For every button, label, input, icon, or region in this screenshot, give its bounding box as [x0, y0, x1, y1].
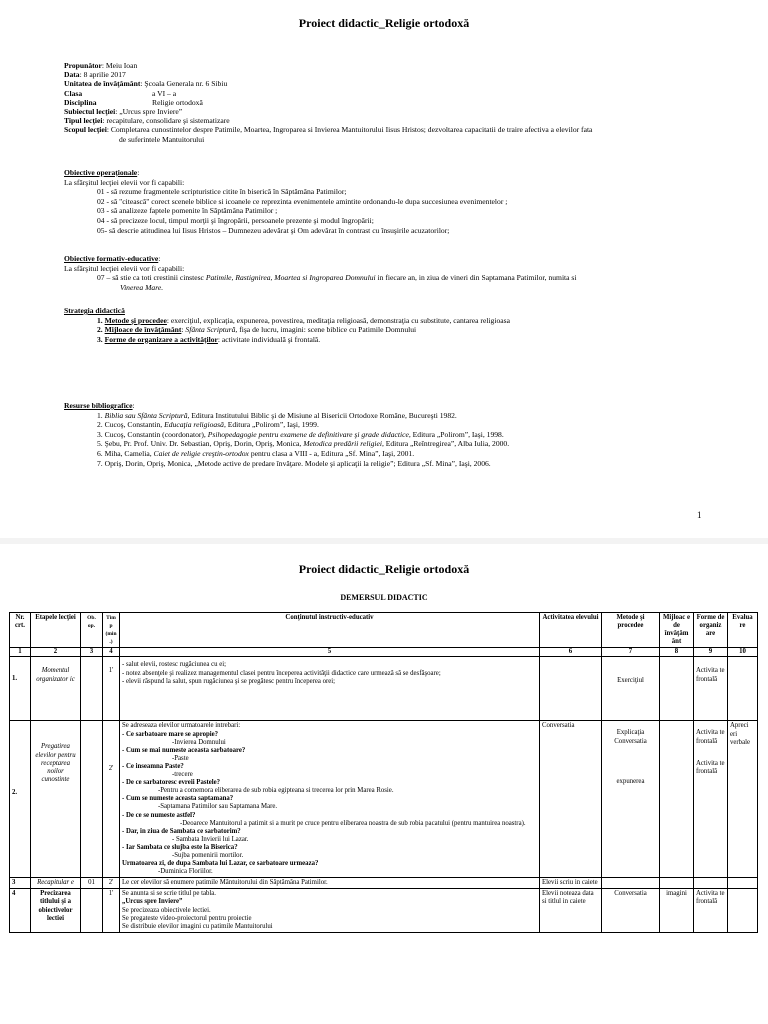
- info-row-purpose: Scopul lecţiei: Completarea cunostintelor despre Patimile, Moartea, Ingroparea si Invierea Mantuitorului Iisus Hristos; dezvoltarea capacitatii de traire afectiva a elevilor fata: [64, 125, 593, 135]
- table-header-row: Nr. crt. Etapele lecţiei Ob. op. Tim p (min .) Conţinutul instructiv-educativ Activitatea elevului Metode şi procedee Mijloac e de învăţăm ânt Forme de organiz are Evalua re: [10, 613, 758, 648]
- section-subtitle: DEMERSUL DIDACTIC: [340, 593, 428, 602]
- operational-objectives: Obiective operaţionale: La sfârşitul lecţiei elevii vor fi capabili: 01 - să rezume fragmentele scripturistice citite în biserică în Săptămâna Patimilor; 02 - să "citească" corect scenele biblice si icoanele ce reprezinta evenimentele amintite ordonandu-le dupa succesiunea evenimentelor ; 03 - să analizeze faptele pomenite în Săptămâna Patimilor ; 04 - să precizeze locul, timpul morţii şi îngropării, persoanele prezente şi modul îngropării; 05- să descrie atitudinea lui Iisus Hristos – Dumnezeu adevărat şi Om adevărat în contrast cu însuşirile acuzatorilor;: [64, 168, 508, 235]
- info-row-purpose-cont: de suferintele Mantuitorului: [119, 134, 205, 144]
- page-title: Proiect didactic_Religie ortodoxă: [298, 16, 470, 30]
- info-row-subject: Subiectul lecţiei: „Urcus spre Inviere”: [64, 107, 183, 117]
- info-row-class: Clasa a VI – a: [64, 88, 177, 98]
- table-number-row: 1 2 3 4 5 6 7 8 9 10: [10, 648, 758, 657]
- info-row-date: Data: 8 aprilie 2017: [64, 70, 126, 80]
- didactic-strategy: Strategia didactică 1. Metode şi procedee: exerciţiul, explicaţia, expunerea, povestirea, meditaţia religioasă, demonstraţia cu substitute, cantarea religioasa 2. Mijloace de învăţământ: Sfânta Scriptură, fişa de lucru, imagini: scene biblice cu Patimile Domnului 3. Forme de organizare a activităţilor: activitate individuală şi frontală.: [64, 306, 510, 344]
- table-row: 4 Precizarea titlului şi a obiectivelor lectiei 1' Se anunta si se scrie titlul pe tabla. „Urcus spre Inviere” Se precizeaza obiectivele lectiei. Se pregateste video-proiectorul pentru proiectie Se distribuie elevilor imagini cu patimile Mantuitorului Elevii noteaza data si titlul in caiete Conversatia imagini Activita te frontală: [10, 889, 758, 932]
- document-page-2: [0, 548, 768, 1024]
- didactic-table: [9, 612, 758, 933]
- page-separator: [0, 538, 768, 544]
- lesson-info: [64, 61, 714, 144]
- page-number: 1: [697, 510, 702, 520]
- info-row-proposer: Propunător: Meiu Ioan: [64, 61, 138, 70]
- info-row-discipline: Disciplina Religie ortodoxă: [64, 97, 203, 107]
- table-row: 2. Pregatirea elevilor pentru receptarea noilor cunostinte 2' Se adreseaza elevilor urmatoarele intrebari: - Ce sarbatoare mare se apropie? -Invierea Domnului - Cum se mai numeste aceasta sarbatoare? -Paste - Ce inseamna Paste? -trecere - De ce sarbatoresc evreii Pastele? -Pentru a comemora eliberarea de sub robia egipteana si trecerea lor prin Marea Rosie. - Cum se numeste aceasta saptamana? -Saptamana Patimilor sau Saptamana Mare. - De ce se numeste astfel? -Deoarece Mantuitorul a patimit si a murit pe cruce pentru eliberarea noastra de sub robia pacatului (pentru mantuirea noastra). - Dar, in ziua de Sambata ce sarbatorim? - Sambata Invierii lui Lazar. - Iar Sambata ce slujba este la Biserica? -Sujba pomenirii mortilor. Urmatoarea zi, de dupa Sambata lui Lazar, ce sarbatoare urmeaza? -Duminica Floriilor. Conversatia Explicaţia Conversatia expunerea Activita te frontală Activita te frontală Apreci eri verbale: [10, 721, 758, 878]
- info-row-type: Tipul lecţiei: recapitulare, consolidare şi sistematizare: [64, 116, 230, 126]
- table-row: 1. Momentul organizator ic 1' - salut elevii, rostesc rugăciunea cu ei; - notez absenţele şi realizez managementul clasei pentru începerea activităţii didactice care urmează să se desfăşoare; - elevii răspund la salut, spun rugăciunea şi se pregătesc pentru începerea orei; Exerciţiul Activita te frontală: [10, 657, 758, 721]
- table-row: 3 Recapitular e 01 2' Le cer elevilor să enumere patimile Mântuitorului din Săptămâna Patimilor. Elevii scriu in caiete: [10, 878, 758, 889]
- info-row-school: Unitatea de învăţământ: Şcoala Generala nr. 6 Sibiu: [64, 79, 228, 89]
- formative-objectives: Obiective formativ-educative: La sfârşitul lecţiei elevii vor fi capabili: 07 – să stie ca toti crestinii cinstesc Patimile, Rastignirea, Moartea si Ingroparea Domnului in fiecare an, in ziua de vineri din Saptamana Patimilor, numita si Vinerea Mare.: [64, 254, 577, 292]
- page-title: Proiect didactic_Religie ortodoxă: [298, 562, 470, 576]
- bibliography: Resurse bibliografice: 1. Biblia sau Sfânta Scriptură, Editura Institutului Biblic şi de Misiune al Bisericii Ortodoxe Române, Bucureşti 1982. 2. Cucoş, Constantin, Educaţia religioasă, Editura „Polirom”, Iaşi, 1999. 3. Cucoş, Constantin (coordonator), Psihopedagogie pentru examene de definitivare şi grade didactice, Editura „Polirom”, Iaşi, 1998. 5. Şebu, Pr. Prof. Univ. Dr. Sebastian, Opriş, Dorin, Opriş, Monica, Metodica predării religiei, Editura „Reîntregirea”, Alba Iulia, 2000. 6. Miha, Camelia, Caiet de religie creştin-ortodox pentru clasa a VIII - a, Editura „Sf. Mina”, Iaşi, 2001. 7. Opriş, Dorin, Opriş, Monica, „Metode active de predare învăţare. Modele şi aplicaţii la religie”; Editura „Sf. Mina”, Iaşi, 2006.: [64, 401, 510, 468]
